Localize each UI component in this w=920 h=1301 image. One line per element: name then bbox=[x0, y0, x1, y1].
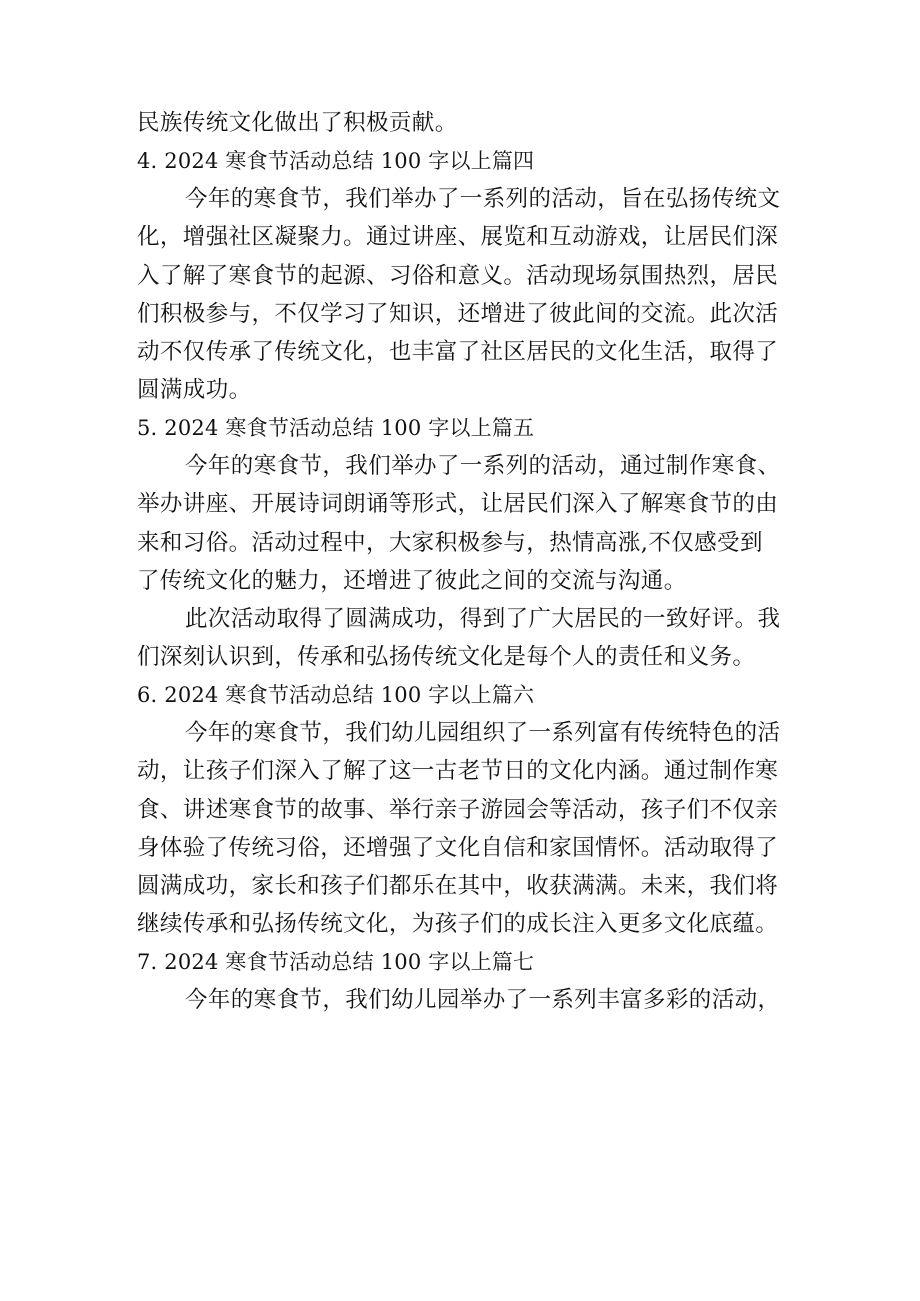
paragraph-line: 今年的寒食节，我们举办了一系列的活动，通过制作寒食、 bbox=[185, 453, 781, 480]
section-heading-7: 7. 2024 寒食节活动总结 100 字以上篇七 bbox=[137, 950, 535, 975]
section-heading-6: 6. 2024 寒食节活动总结 100 字以上篇六 bbox=[137, 683, 535, 708]
paragraph-line: 们积极参与，不仅学习了知识，还增进了彼此间的交流。此次活 bbox=[137, 300, 779, 327]
paragraph-line: 圆满成功。 bbox=[137, 376, 252, 403]
paragraph-line: 今年的寒食节，我们幼儿园举办了一系列丰富多彩的活动， bbox=[185, 987, 781, 1014]
document-body bbox=[137, 104, 797, 1019]
paragraph-line: 入了解了寒食节的起源、习俗和意义。活动现场氛围热烈，居民 bbox=[137, 262, 779, 289]
paragraph-line: 们深刻认识到，传承和弘扬传统文化是每个人的责任和义务。 bbox=[137, 643, 756, 670]
section-heading-5: 5. 2024 寒食节活动总结 100 字以上篇五 bbox=[137, 416, 535, 441]
paragraph-line: 动，让孩子们深入了解了这一古老节日的文化内涵。通过制作寒 bbox=[137, 758, 779, 785]
paragraph-line: 继续传承和弘扬传统文化，为孩子们的成长注入更多文化底蕴。 bbox=[137, 910, 779, 937]
section-heading-4: 4. 2024 寒食节活动总结 100 字以上篇四 bbox=[137, 149, 535, 174]
paragraph-line: 此次活动取得了圆满成功，得到了广大居民的一致好评。我 bbox=[185, 605, 781, 632]
paragraph-line: 举办讲座、开展诗词朗诵等形式，让居民们深入了解寒食节的由 bbox=[137, 491, 779, 518]
paragraph-line: 化，增强社区凝聚力。通过讲座、展览和互动游戏，让居民们深 bbox=[137, 224, 779, 251]
paragraph-line: 圆满成功，家长和孩子们都乐在其中，收获满满。未来，我们将 bbox=[137, 872, 779, 899]
paragraph-line: 了传统文化的魅力，还增进了彼此之间的交流与沟通。 bbox=[137, 567, 687, 594]
paragraph-line: 食、讲述寒食节的故事、举行亲子游园会等活动，孩子们不仅亲 bbox=[137, 796, 779, 823]
paragraph-line: 今年的寒食节，我们举办了一系列的活动，旨在弘扬传统文 bbox=[185, 186, 781, 213]
paragraph-line: 民族传统文化做出了积极贡献。 bbox=[137, 110, 458, 136]
paragraph-line: 来和习俗。活动过程中，大家积极参与，热情高涨,不仅感受到 bbox=[137, 529, 763, 556]
paragraph-line: 动不仅传承了传统文化，也丰富了社区居民的文化生活，取得了 bbox=[137, 338, 779, 365]
paragraph-line: 身体验了传统习俗，还增强了文化自信和家国情怀。活动取得了 bbox=[137, 834, 779, 861]
paragraph-line: 今年的寒食节，我们幼儿园组织了一系列富有传统特色的活 bbox=[185, 720, 781, 747]
